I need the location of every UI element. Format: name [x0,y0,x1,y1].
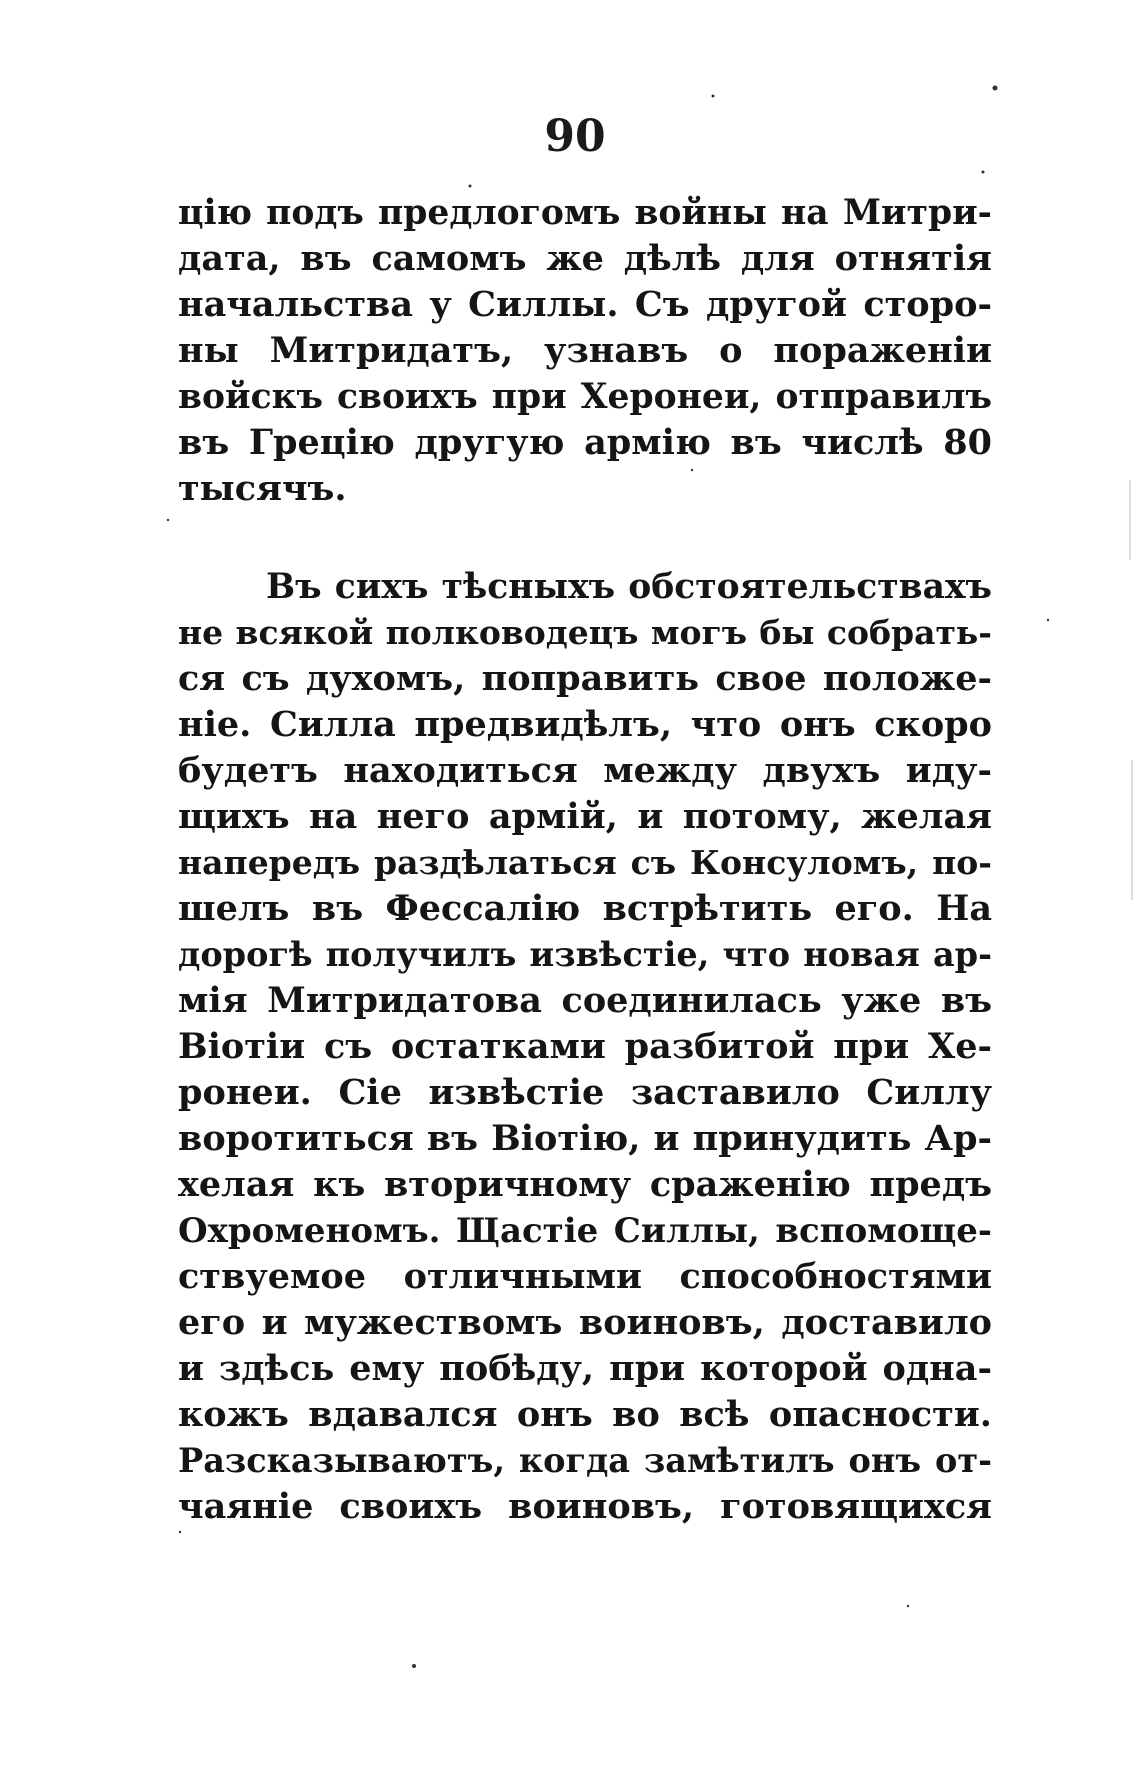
text-line: хелая къ вторичному сраженію предъ [178,1164,992,1205]
text-line: дата, въ самомъ же дѣлѣ для отнятія [178,238,992,279]
text-line: и здѣсь ему побѣду, при которой одна- [178,1348,992,1389]
text-line: въ Грецію другую армію въ числѣ 80 [178,422,992,463]
text-line: кожъ вдавался онъ во всѣ опасности. [178,1394,992,1435]
text-line: щихъ на него армій, и потому, желая [178,796,992,837]
text-line: Віотіи съ остатками разбитой при Хе- [178,1026,992,1067]
paper-speck [993,86,998,91]
text-line: войскъ своихъ при Херонеи, отправилъ [178,377,992,417]
page-number: 90 [544,111,606,162]
paper-speck [982,171,985,174]
text-line: тысячъ. [178,468,347,509]
text-line: Въ сихъ тѣсныхъ обстоятельствахъ [266,567,992,607]
paper-speck [1047,619,1049,621]
paper-speck [412,1664,416,1668]
text-line: воротиться въ Віотію, и принудить Ар- [178,1118,992,1159]
text-line: ны Митридатъ, узнавъ о пораженіи [178,330,992,371]
paper-speck [469,185,472,188]
paragraph-2 [178,564,992,1530]
text-line: ся съ духомъ, поправить свое положе- [178,658,992,699]
text-line: начальства у Силлы. Съ другой сторо- [178,284,992,325]
text-line: дорогѣ получилъ извѣстіе, что новая ар- [178,935,992,974]
paper-speck [167,519,169,521]
paper-speck [179,1531,181,1533]
text-line: его и мужествомъ воиновъ, доставило [178,1302,992,1343]
paper-speck [907,1605,909,1607]
text-line: Охроменомъ. Щастіе Силлы, вспомоще- [178,1211,992,1251]
paragraph-1 [178,190,992,512]
text-line: ніе. Силла предвидѣлъ, что онъ скоро [178,704,992,745]
text-line: цію подъ предлогомъ войны на Митри- [178,193,992,233]
text-line: шелъ въ Фессалію встрѣтить его. На [178,888,992,929]
text-line: мія Митридатова соединилась уже въ [178,980,992,1021]
text-line: Разсказываютъ, когда замѣтилъ онъ от- [178,1441,992,1480]
text-line: ствуемое отличными способностями [178,1256,992,1297]
text-line: будетъ находиться между двухъ иду- [178,750,992,791]
text-line: не всякой полководецъ могъ бы собрать- [178,613,992,652]
text-line: напередъ раздѣлаться съ Консуломъ, по- [178,843,992,882]
text-line: ронеи. Сіе извѣстіе заставило Силлу [178,1072,992,1113]
paper-speck [712,95,715,98]
text-line: чаяніе своихъ воиновъ, готовящихся [178,1486,992,1527]
